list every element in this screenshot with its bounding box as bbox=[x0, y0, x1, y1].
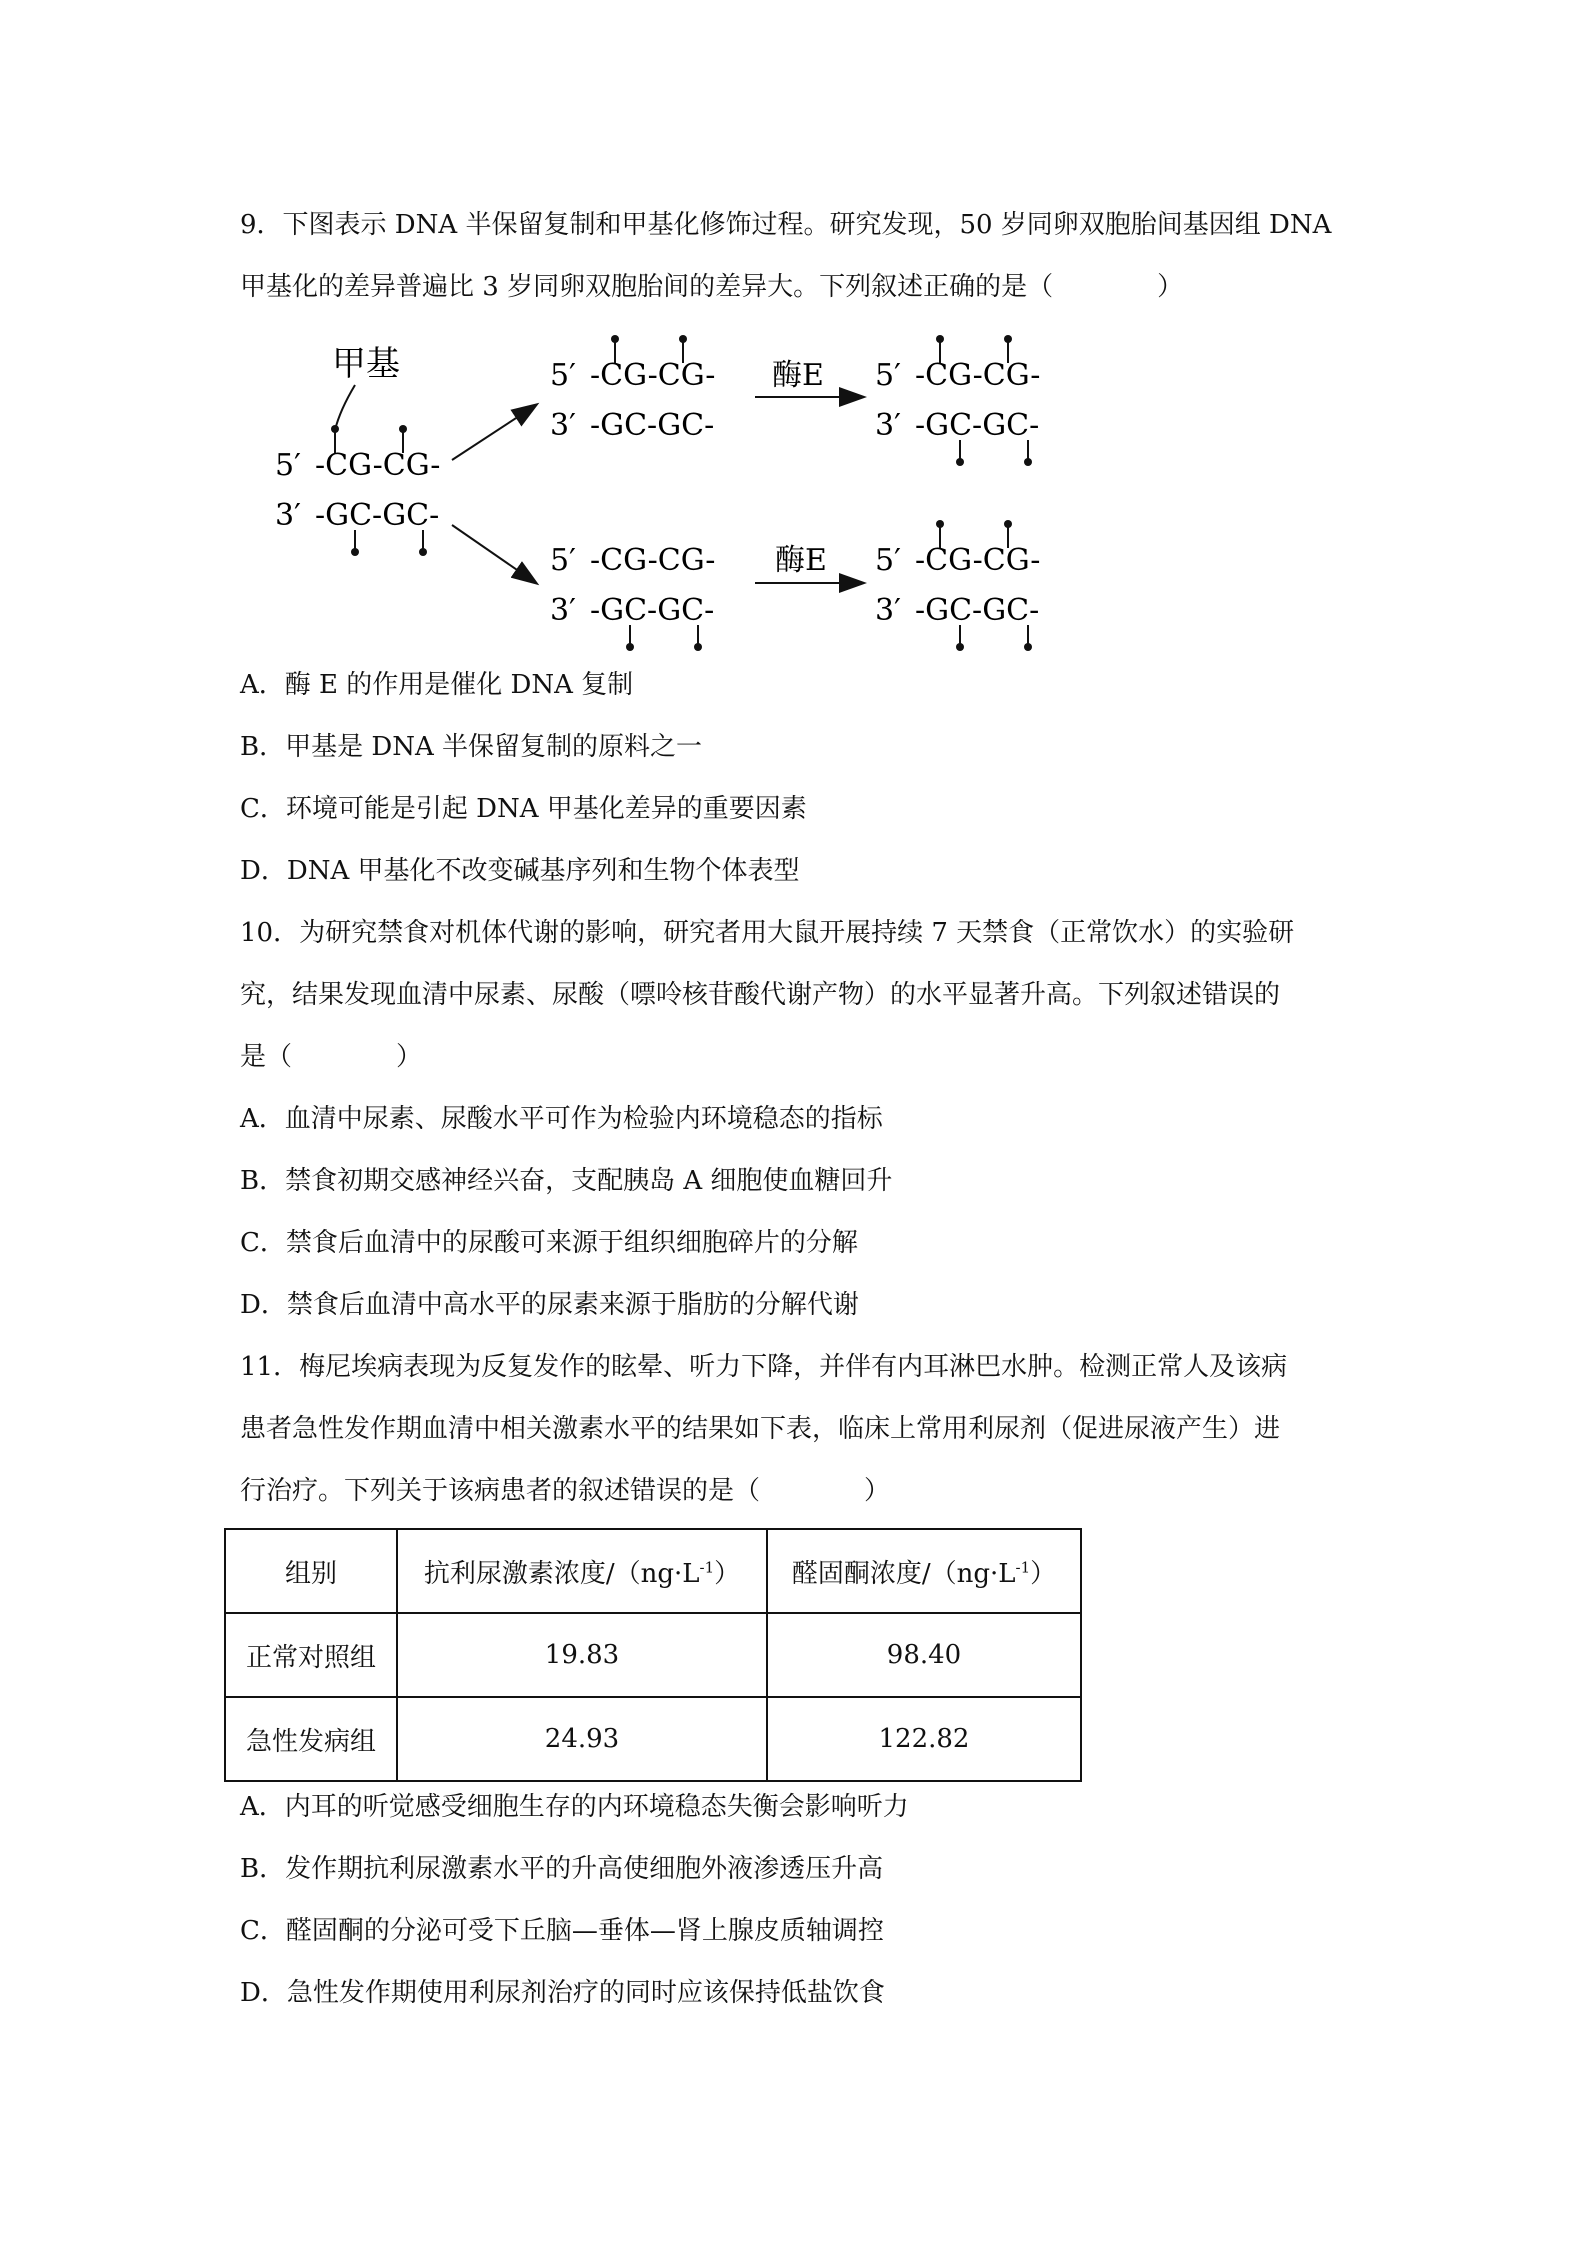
q9-option-b: B．甲基是 DNA 半保留复制的原料之一 bbox=[240, 732, 703, 762]
cell-adh: 24.93 bbox=[397, 1697, 767, 1781]
replication-arrow-up bbox=[452, 405, 536, 460]
cell-adh: 19.83 bbox=[397, 1613, 767, 1697]
dta-3prime: 3′ bbox=[875, 408, 901, 443]
cell-aldosterone: 98.40 bbox=[767, 1613, 1081, 1697]
parent-dna bbox=[275, 344, 440, 556]
daughter-bottom-before bbox=[550, 543, 715, 651]
q10-option-a: A．血清中尿素、尿酸水平可作为检验内环境稳态的指标 bbox=[240, 1104, 883, 1134]
cell-group: 正常对照组 bbox=[225, 1613, 397, 1697]
db-5prime: 5′ bbox=[550, 543, 576, 578]
q11-option-a: A．内耳的听觉感受细胞生存的内环境稳态失衡会影响听力 bbox=[240, 1792, 909, 1822]
header-adh: 抗利尿激素浓度$/(ng\cdot L^{-1})$ bbox=[397, 1529, 767, 1613]
q9-option-d: D．DNA 甲基化不改变碱基序列和生物个体表型 bbox=[240, 856, 800, 886]
table-header-row bbox=[225, 1529, 1081, 1613]
enzyme-e-label-bottom: 酶E bbox=[775, 543, 827, 578]
q9-option-a: A．酶 E 的作用是催化 DNA 复制 bbox=[240, 670, 634, 700]
cell-group: 急性发病组 bbox=[225, 1697, 397, 1781]
dta-top-strand: -CG-CG- bbox=[915, 358, 1041, 393]
dba-top-strand: -CG-CG- bbox=[915, 543, 1041, 578]
replication-arrow-down bbox=[452, 525, 536, 583]
dta-5prime: 5′ bbox=[875, 358, 901, 393]
dba-3prime: 3′ bbox=[875, 593, 901, 628]
q10-option-c: C．禁食后血清中的尿酸可来源于组织细胞碎片的分解 bbox=[240, 1228, 858, 1258]
dna-methylation-diagram bbox=[260, 325, 1080, 670]
q10-stem-line1: 10．为研究禁食对机体代谢的影响，研究者用大鼠开展持续 7 天禁食（正常饮水）的实验研 bbox=[240, 918, 1295, 948]
q11-option-b: B．发作期抗利尿激素水平的升高使细胞外液渗透压升高 bbox=[240, 1854, 884, 1884]
hormone-table bbox=[224, 1528, 1082, 1782]
q9-option-c: C．环境可能是引起 DNA 甲基化差异的重要因素 bbox=[240, 794, 807, 824]
dt-top-strand: -CG-CG- bbox=[590, 358, 716, 393]
cell-aldosterone: 122.82 bbox=[767, 1697, 1081, 1781]
q11-stem-line3: 行治疗。下列关于该病患者的叙述错误的是（ ） bbox=[240, 1476, 891, 1506]
q9-stem-line2: 甲基化的差异普遍比 3 岁同卵双胞胎间的差异大。下列叙述正确的是（ ） bbox=[240, 272, 1184, 302]
dba-bottom-strand: -GC-GC- bbox=[915, 593, 1040, 628]
q11-stem-line1: 11．梅尼埃病表现为反复发作的眩晕、听力下降，并伴有内耳淋巴水肿。检测正常人及该病 bbox=[240, 1352, 1288, 1382]
daughter-bottom-after bbox=[875, 520, 1040, 651]
header-aldosterone: 醛固酮浓度$/(ng\cdot L^{-1})$ bbox=[767, 1529, 1081, 1613]
q10-stem-line2: 究，结果发现血清中尿素、尿酸（嘌呤核苷酸代谢产物）的水平显著升高。下列叙述错误的 bbox=[240, 980, 1281, 1010]
db-3prime: 3′ bbox=[550, 593, 576, 628]
dba-5prime: 5′ bbox=[875, 543, 901, 578]
daughter-top-after bbox=[875, 335, 1040, 466]
parent-top-strand: -CG-CG- bbox=[315, 448, 441, 483]
db-bottom-strand: -GC-GC- bbox=[590, 593, 715, 628]
table-row bbox=[225, 1613, 1081, 1697]
enzyme-e-label-top: 酶E bbox=[772, 358, 824, 393]
header-group: 组别 bbox=[225, 1529, 397, 1613]
parent-3prime: 3′ bbox=[275, 498, 301, 533]
q10-stem-line3: 是（ ） bbox=[240, 1042, 423, 1072]
q11-option-d: D．急性发作期使用利尿剂治疗的同时应该保持低盐饮食 bbox=[240, 1978, 885, 2008]
methyl-label: 甲基 bbox=[332, 344, 400, 384]
q10-option-d: D．禁食后血清中高水平的尿素来源于脂肪的分解代谢 bbox=[240, 1290, 859, 1320]
daughter-top-before bbox=[550, 335, 715, 443]
q11-stem-line2: 患者急性发作期血清中相关激素水平的结果如下表，临床上常用利尿剂（促进尿液产生）进 bbox=[240, 1414, 1281, 1444]
dt-5prime: 5′ bbox=[550, 358, 576, 393]
q11-option-c: C．醛固酮的分泌可受下丘脑—垂体—肾上腺皮质轴调控 bbox=[240, 1916, 884, 1946]
q10-option-b: B．禁食初期交感神经兴奋，支配胰岛 A 细胞使血糖回升 bbox=[240, 1166, 893, 1196]
table-row bbox=[225, 1697, 1081, 1781]
dta-bottom-strand: -GC-GC- bbox=[915, 408, 1040, 443]
db-top-strand: -CG-CG- bbox=[590, 543, 716, 578]
parent-5prime: 5′ bbox=[275, 448, 301, 483]
dt-3prime: 3′ bbox=[550, 408, 576, 443]
q9-stem-line1: 9．下图表示 DNA 半保留复制和甲基化修饰过程。研究发现，50 岁同卵双胞胎间基因组 DNA bbox=[240, 210, 1332, 240]
parent-bottom-strand: -GC-GC- bbox=[315, 498, 440, 533]
dt-bottom-strand: -GC-GC- bbox=[590, 408, 715, 443]
